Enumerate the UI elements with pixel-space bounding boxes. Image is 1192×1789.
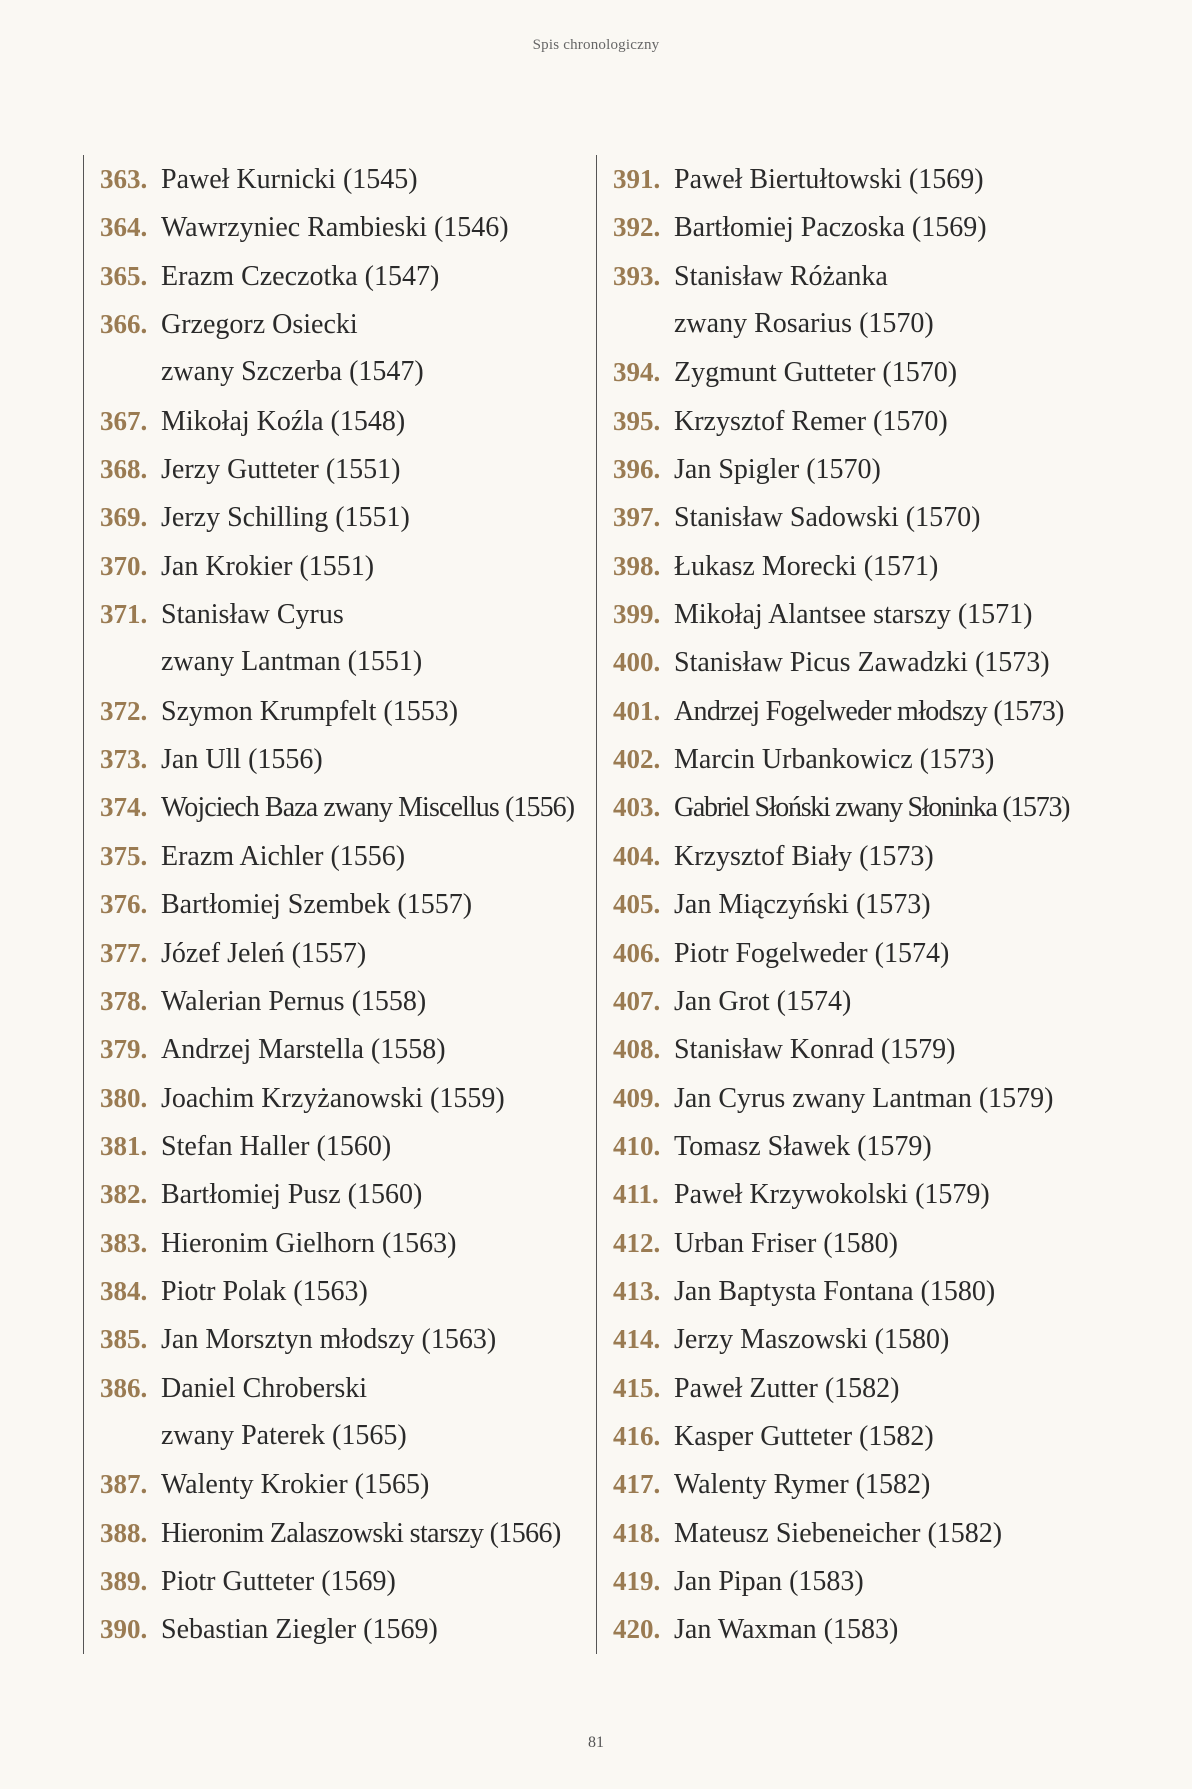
entry-number: 418. [613, 1517, 661, 1548]
entry-name: Jan Ull (1556) [161, 744, 323, 776]
list-item [84, 929, 594, 977]
entry-name: Stanisław Cyrus [161, 599, 344, 631]
list-item [597, 1460, 1107, 1508]
entry-name: Jan Baptysta Fontana (1580) [674, 1275, 996, 1307]
entry-name: Mikołaj Alantsee starszy (1571) [674, 599, 1033, 631]
list-item [84, 880, 594, 928]
entry-name: Paweł Biertułtowski (1569) [674, 164, 984, 195]
entry-name: Bartłomiej Pusz (1560) [161, 1179, 423, 1211]
entry-name: Łukasz Morecki (1571) [674, 550, 939, 582]
entry-name: Andrzej Marstella (1558) [161, 1034, 446, 1066]
list-item [597, 445, 1107, 493]
running-head: Spis chronologiczny [532, 37, 660, 53]
list-item [597, 783, 1107, 831]
list-item [597, 1170, 1107, 1218]
entry-name: Mateusz Siebeneicher (1582) [674, 1517, 1003, 1549]
list-item [84, 1170, 594, 1218]
entry-name: Jan Waxman (1583) [674, 1614, 899, 1646]
list-item [84, 1509, 594, 1557]
entry-name: Jan Cyrus zwany Lantman (1579) [674, 1082, 1054, 1114]
entry-name: zwany Rosarius (1570) [674, 308, 934, 340]
entry-number: 375. [100, 840, 148, 871]
entry-number: 389. [100, 1565, 148, 1596]
list-item [597, 1074, 1107, 1122]
entry-name: Paweł Zutter (1582) [674, 1372, 900, 1404]
entry-number: 399. [613, 599, 661, 630]
entry-name: Marcin Urbankowicz (1573) [674, 744, 995, 776]
list-item [84, 1267, 594, 1315]
entry-number: 416. [613, 1420, 661, 1451]
entry-number: 366. [100, 309, 148, 340]
list-item [597, 1412, 1107, 1460]
entry-number: 408. [613, 1034, 661, 1065]
entry-number: 401. [613, 695, 661, 726]
entry-name: Jerzy Gutteter (1551) [161, 454, 401, 486]
left-column [83, 155, 594, 1654]
entry-name: Walenty Rymer (1582) [674, 1469, 931, 1501]
list-item [597, 638, 1107, 686]
list-item [597, 1122, 1107, 1170]
list-item-continuation [84, 638, 594, 686]
entry-name: Piotr Polak (1563) [161, 1275, 368, 1307]
entry-number: 404. [613, 840, 661, 871]
list-item [84, 397, 594, 445]
list-item [84, 1557, 594, 1605]
entry-name: Wojciech Baza zwany Miscellus (1556) [161, 792, 575, 824]
entry-name: Jerzy Maszowski (1580) [674, 1324, 950, 1356]
entry-number: 406. [613, 937, 661, 968]
entry-number: 377. [100, 937, 148, 968]
list-item [84, 203, 594, 251]
list-item [597, 977, 1107, 1025]
entry-name: Krzysztof Biały (1573) [674, 840, 934, 872]
entry-number: 376. [100, 889, 148, 920]
entry-number: 415. [613, 1372, 661, 1403]
list-item [597, 735, 1107, 783]
list-item [84, 1219, 594, 1267]
entry-name: Jan Spigler (1570) [674, 454, 881, 486]
entry-name: Piotr Fogelweder (1574) [674, 937, 950, 969]
entry-number: 413. [613, 1275, 661, 1306]
entry-name: Piotr Gutteter (1569) [161, 1565, 396, 1597]
list-item [84, 1315, 594, 1363]
list-item [84, 252, 594, 300]
entry-number: 370. [100, 550, 148, 581]
entry-number: 373. [100, 744, 148, 775]
list-item [597, 1509, 1107, 1557]
entry-number: 390. [100, 1614, 148, 1645]
entry-name: Walenty Krokier (1565) [161, 1469, 430, 1501]
entry-name: Tomasz Sławek (1579) [674, 1130, 932, 1162]
entry-number: 417. [613, 1469, 661, 1500]
entry-number: 397. [613, 502, 661, 533]
entry-name: Jerzy Schilling (1551) [161, 502, 410, 534]
list-item [84, 1364, 594, 1412]
entry-number: 412. [613, 1227, 661, 1258]
list-item-continuation [84, 348, 594, 396]
entry-number: 419. [613, 1565, 661, 1596]
list-item [84, 155, 594, 203]
list-item [597, 880, 1107, 928]
entry-number: 365. [100, 260, 148, 291]
entry-name: Gabriel Słoński zwany Słoninka (1573) [674, 792, 1070, 824]
entry-number: 403. [613, 792, 661, 823]
entry-number: 374. [100, 792, 148, 823]
entry-number: 411. [613, 1179, 659, 1210]
list-item [597, 832, 1107, 880]
entry-name: Andrzej Fogelweder młodszy (1573) [674, 695, 1064, 727]
list-item [597, 155, 1107, 203]
entry-name: Grzegorz Osiecki [161, 309, 358, 341]
entry-name: Joachim Krzyżanowski (1559) [161, 1082, 505, 1114]
entry-name: Kasper Gutteter (1582) [674, 1420, 934, 1452]
entry-name: Erazm Aichler (1556) [161, 840, 406, 872]
list-item [84, 493, 594, 541]
entry-number: 402. [613, 744, 661, 775]
list-item [84, 590, 594, 638]
entry-number: 385. [100, 1324, 148, 1355]
entry-name: Jan Morsztyn młodszy (1563) [161, 1324, 497, 1356]
entry-number: 378. [100, 985, 148, 1016]
entry-number: 381. [100, 1130, 148, 1161]
entry-number: 392. [613, 212, 661, 243]
list-item [597, 1219, 1107, 1267]
entry-name: Stanisław Konrad (1579) [674, 1034, 956, 1066]
list-item [597, 252, 1107, 300]
entry-name: Stefan Haller (1560) [161, 1130, 392, 1162]
entry-name: Jan Miączyński (1573) [674, 889, 931, 921]
entry-number: 391. [613, 164, 661, 194]
entry-name: zwany Szczerba (1547) [161, 356, 424, 388]
entry-number: 369. [100, 502, 148, 533]
entry-name: Hieronim Zalaszowski starszy (1566) [161, 1517, 561, 1549]
entry-number: 379. [100, 1034, 148, 1065]
entry-number: 380. [100, 1082, 148, 1113]
list-item [84, 1460, 594, 1508]
entry-number: 383. [100, 1227, 148, 1258]
list-item [84, 832, 594, 880]
list-item [597, 348, 1107, 396]
entry-number: 367. [100, 405, 148, 436]
entry-name: Szymon Krumpfelt (1553) [161, 695, 459, 727]
list-item [84, 445, 594, 493]
list-item [597, 1605, 1107, 1653]
list-item [597, 687, 1107, 735]
entry-name: Paweł Kurnicki (1545) [161, 164, 418, 195]
entry-number: 384. [100, 1275, 148, 1306]
list-item [597, 1267, 1107, 1315]
entry-name: zwany Paterek (1565) [161, 1419, 407, 1451]
list-item [84, 1025, 594, 1073]
entry-number: 420. [613, 1614, 661, 1645]
entry-number: 382. [100, 1179, 148, 1210]
entry-name: Erazm Czeczotka (1547) [161, 260, 440, 292]
entry-name: Jan Grot (1574) [674, 985, 852, 1017]
entry-number: 372. [100, 695, 148, 726]
list-item [597, 1315, 1107, 1363]
entry-name: Wawrzyniec Rambieski (1546) [161, 212, 509, 244]
list-item [597, 203, 1107, 251]
entry-number: 394. [613, 357, 661, 388]
list-item [84, 735, 594, 783]
entry-name: Stanisław Różanka [674, 260, 888, 292]
list-item [597, 493, 1107, 541]
entry-name: Krzysztof Remer (1570) [674, 405, 948, 437]
entry-name: Hieronim Gielhorn (1563) [161, 1227, 457, 1259]
entry-name: Bartłomiej Szembek (1557) [161, 889, 473, 921]
entry-number: 395. [613, 405, 661, 436]
list-item [84, 1122, 594, 1170]
entry-name: Józef Jeleń (1557) [161, 937, 367, 969]
list-item [84, 1605, 594, 1653]
list-item [597, 929, 1107, 977]
entry-name: Zygmunt Gutteter (1570) [674, 357, 958, 389]
entry-name: zwany Lantman (1551) [161, 646, 423, 678]
list-item [597, 1364, 1107, 1412]
list-item [84, 687, 594, 735]
list-item [597, 397, 1107, 445]
entry-number: 386. [100, 1372, 148, 1403]
entry-number: 364. [100, 212, 148, 243]
entry-name: Urban Friser (1580) [674, 1227, 898, 1259]
entry-name: Bartłomiej Paczoska (1569) [674, 212, 987, 244]
entry-number: 410. [613, 1130, 661, 1161]
list-item [84, 783, 594, 831]
list-item [597, 590, 1107, 638]
entry-number: 405. [613, 889, 661, 920]
entry-number: 388. [100, 1517, 148, 1548]
entry-number: 387. [100, 1469, 148, 1500]
entry-name: Jan Krokier (1551) [161, 550, 375, 582]
entry-number: 363. [100, 164, 148, 194]
entry-name: Stanisław Sadowski (1570) [674, 502, 981, 534]
right-column [596, 155, 1107, 1654]
list-item [84, 977, 594, 1025]
entry-number: 407. [613, 985, 661, 1016]
entry-name: Sebastian Ziegler (1569) [161, 1614, 438, 1646]
entry-name: Walerian Pernus (1558) [161, 985, 427, 1017]
list-item [84, 542, 594, 590]
list-item [597, 1557, 1107, 1605]
list-item [597, 1025, 1107, 1073]
list-item-continuation [84, 1412, 594, 1460]
page-number: 81 [588, 1734, 604, 1751]
list-item [84, 300, 594, 348]
entry-name: Paweł Krzywokolski (1579) [674, 1179, 990, 1211]
list-item [84, 1074, 594, 1122]
entry-number: 400. [613, 647, 661, 678]
entry-number: 393. [613, 260, 661, 291]
entry-number: 398. [613, 550, 661, 581]
entry-name: Daniel Chroberski [161, 1372, 368, 1404]
entry-number: 371. [100, 599, 148, 630]
entry-number: 414. [613, 1324, 661, 1355]
entry-name: Jan Pipan (1583) [674, 1565, 864, 1597]
entry-number: 409. [613, 1082, 661, 1113]
entry-number: 368. [100, 454, 148, 485]
entry-name: Stanisław Picus Zawadzki (1573) [674, 647, 1050, 679]
list-item-continuation [597, 300, 1107, 348]
entry-name: Mikołaj Koźla (1548) [161, 405, 406, 437]
entry-number: 396. [613, 454, 661, 485]
list-item [597, 542, 1107, 590]
